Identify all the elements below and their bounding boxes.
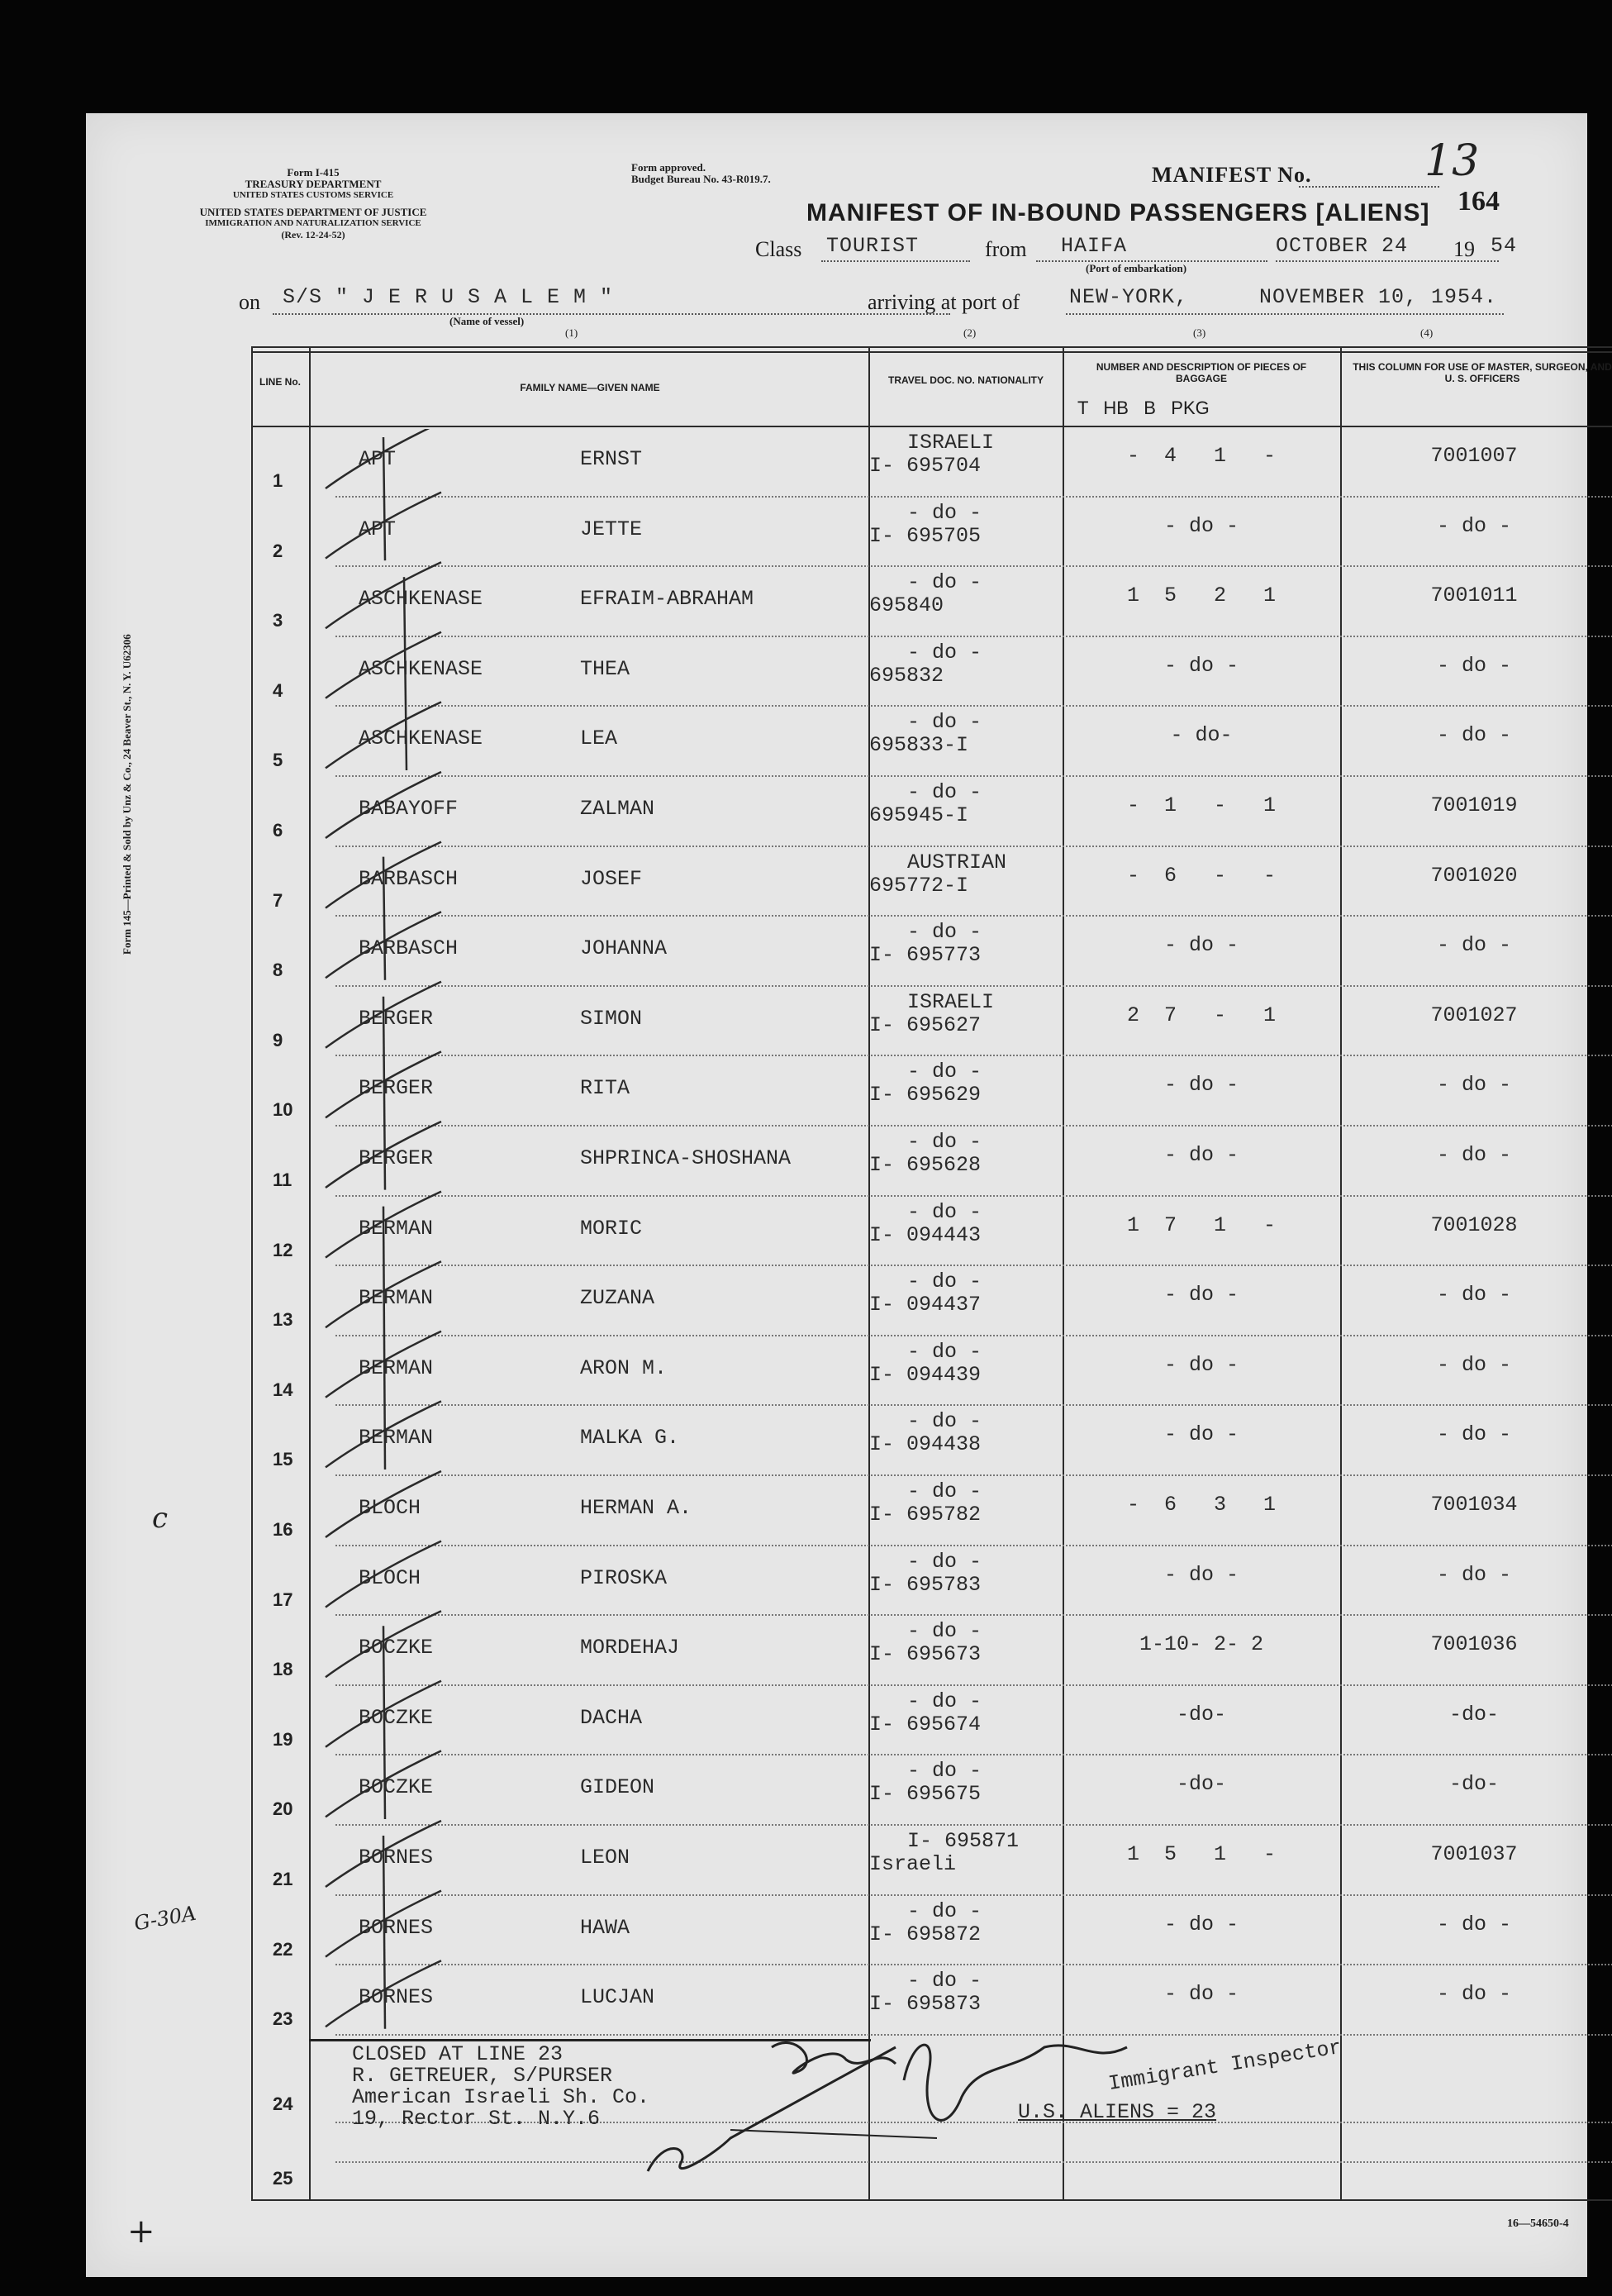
nationality: - do - xyxy=(907,1479,982,1503)
given-name: DACHA xyxy=(580,1705,643,1730)
nationality: ISRAELI xyxy=(907,431,995,455)
check-mark xyxy=(326,632,441,698)
officer-note: 7001011 xyxy=(1430,584,1518,608)
line-number: 24 xyxy=(273,2094,293,2114)
vessel-name: S/S " J E R U S A L E M " xyxy=(283,285,614,309)
check-mark xyxy=(326,1471,441,1537)
company-address: 19, Rector St. N.Y.6 xyxy=(352,2107,601,2131)
customs-service: UNITED STATES CUSTOMS SERVICE xyxy=(232,190,394,200)
col-header-officers: THIS COLUMN FOR USE OF MASTER, SURGEON, AND U. S. OFFICERS xyxy=(1353,361,1612,384)
family-name: BERGER xyxy=(359,1146,434,1170)
nationality: - do - xyxy=(907,1549,982,1574)
closing-line: CLOSED AT LINE 23 xyxy=(352,2042,563,2066)
line-number: 2 xyxy=(273,540,283,561)
baggage-count: - do - xyxy=(1163,1352,1239,1377)
col-header-travel-doc: TRAVEL DOC. NO. NATIONALITY xyxy=(888,374,1044,386)
col-ref-3: (3) xyxy=(1193,326,1206,339)
officer-note: 7001036 xyxy=(1430,1632,1518,1657)
given-name: ARON M. xyxy=(580,1355,668,1380)
officer-note: - do - xyxy=(1436,723,1511,748)
travel-doc-number: I- 695873 xyxy=(869,1992,982,2017)
travel-doc-number: I- 094439 xyxy=(869,1362,982,1387)
family-name: BLOCH xyxy=(359,1565,421,1590)
officer-note: 7001020 xyxy=(1430,863,1518,888)
officer-note: 7001034 xyxy=(1430,1493,1518,1517)
baggage-count: - do- xyxy=(1170,723,1233,748)
family-name: APT xyxy=(359,447,397,471)
manifest-number-handwritten: 13 xyxy=(1424,136,1480,186)
line-number: 3 xyxy=(273,610,283,631)
travel-doc-number: I- 695629 xyxy=(869,1083,982,1108)
travel-doc-number: I- 695782 xyxy=(869,1503,982,1527)
baggage-count: - do - xyxy=(1163,1073,1239,1098)
officer-note: - do - xyxy=(1436,513,1511,538)
line-number: 21 xyxy=(273,1869,293,1889)
line-number: 14 xyxy=(273,1379,293,1400)
check-mark xyxy=(326,1401,441,1467)
nationality: - do - xyxy=(907,640,982,665)
line-number: 6 xyxy=(273,820,283,841)
family-bracket xyxy=(383,997,385,1190)
given-name: LEA xyxy=(580,726,618,751)
family-name: BERMAN xyxy=(359,1216,434,1241)
line-number: 13 xyxy=(273,1309,293,1331)
margin-note: c xyxy=(152,1502,169,1535)
travel-doc-number: I- 094437 xyxy=(869,1293,982,1317)
baggage-count: -do- xyxy=(1176,1702,1226,1727)
officer-note: 7001019 xyxy=(1430,793,1518,817)
purser-name: R. GETREUER, S/PURSER xyxy=(352,2064,613,2088)
family-name: BOCZKE xyxy=(359,1705,434,1730)
family-name: BARBASCH xyxy=(359,936,459,961)
given-name: THEA xyxy=(580,656,630,681)
col-header-line-no: LINE No. xyxy=(259,376,301,388)
travel-doc-number: I- 695628 xyxy=(869,1153,982,1177)
check-mark xyxy=(326,772,441,838)
nationality: - do - xyxy=(907,500,982,525)
travel-doc-number: I- 695704 xyxy=(869,454,982,478)
given-name: JOSEF xyxy=(580,866,643,891)
baggage-count: - 6 - - xyxy=(1126,863,1277,888)
family-name: BABAYOFF xyxy=(359,797,459,821)
family-bracket xyxy=(383,1626,385,1819)
baggage-count: 1 7 1 - xyxy=(1126,1212,1277,1237)
line-number: 10 xyxy=(273,1099,293,1121)
given-name: LEON xyxy=(580,1846,630,1870)
arriving-label: arriving at port of xyxy=(868,290,1020,314)
margin-note: + xyxy=(127,2213,155,2251)
arrival-port: NEW-YORK, xyxy=(1069,285,1189,309)
line-number: 7 xyxy=(273,889,283,911)
inspector-title: Immigrant Inspector xyxy=(1106,2035,1343,2096)
year-prefix: 19 xyxy=(1453,237,1475,261)
nationality: AUSTRIAN xyxy=(907,850,1007,874)
travel-doc-number: I- 695773 xyxy=(869,943,982,968)
line-number: 25 xyxy=(273,2168,293,2189)
officer-note: - do - xyxy=(1436,1912,1511,1936)
travel-doc-number: 695840 xyxy=(869,593,944,618)
given-name: SIMON xyxy=(580,1006,643,1031)
given-name: HERMAN A. xyxy=(580,1496,692,1520)
line-number: 4 xyxy=(273,679,283,701)
printer-imprint: Form 145—Printed & Sold by Unz & Co., 24 Beaver St., N. Y. U62306 xyxy=(121,634,133,955)
officer-note: - do - xyxy=(1436,1422,1511,1447)
given-name: MALKA G. xyxy=(580,1426,680,1450)
officer-note: -do- xyxy=(1448,1772,1499,1797)
form-revision: (Rev. 12-24-52) xyxy=(281,229,345,241)
form-number: Form I-415 xyxy=(287,166,340,179)
baggage-count: - do - xyxy=(1163,1422,1239,1447)
travel-doc-number: 695832 xyxy=(869,663,944,688)
family-name: APT xyxy=(359,517,397,541)
nationality: - do - xyxy=(907,1199,982,1224)
budget-bureau: Budget Bureau No. 43-R019.7. xyxy=(631,173,771,185)
family-name: BERGER xyxy=(359,1076,434,1101)
nationality: - do - xyxy=(907,710,982,735)
baggage-count: - do - xyxy=(1163,1562,1239,1587)
line-number: 16 xyxy=(273,1519,293,1540)
nationality: - do - xyxy=(907,780,982,804)
col-ref-1: (1) xyxy=(565,326,578,339)
family-name: BOCZKE xyxy=(359,1636,434,1660)
given-name: MORIC xyxy=(580,1216,643,1241)
nationality: - do - xyxy=(907,1619,982,1644)
line-number: 12 xyxy=(273,1239,293,1260)
travel-doc-number: I- 695783 xyxy=(869,1572,982,1597)
officer-note: 7001028 xyxy=(1430,1212,1518,1237)
nationality: - do - xyxy=(907,1130,982,1154)
line-number: 9 xyxy=(273,1029,283,1050)
given-name: MORDEHAJ xyxy=(580,1636,680,1660)
nationality: - do - xyxy=(907,920,982,945)
footer-code: 16—54650-4 xyxy=(1507,2217,1569,2230)
line-number: 17 xyxy=(273,1589,293,1610)
baggage-count: - do - xyxy=(1163,933,1239,958)
nationality: - do - xyxy=(907,1060,982,1084)
given-name: LUCJAN xyxy=(580,1985,655,2010)
signature-scribbles xyxy=(549,2014,1177,2179)
officer-note: - do - xyxy=(1436,1562,1511,1587)
class-value: TOURIST xyxy=(826,234,920,258)
given-name: SHPRINCA-SHOSHANA xyxy=(580,1146,792,1170)
departure-date: OCTOBER 24 xyxy=(1276,234,1409,258)
nationality: - do - xyxy=(907,1759,982,1784)
travel-doc-number: I- 695872 xyxy=(869,1922,982,1946)
nationality: I- 695871 xyxy=(907,1829,1020,1853)
family-bracket xyxy=(383,437,385,560)
line-number: 23 xyxy=(273,2008,293,2030)
treasury-dept: TREASURY DEPARTMENT xyxy=(245,178,382,190)
from-label: from xyxy=(985,237,1027,261)
officer-note: - do - xyxy=(1436,933,1511,958)
travel-doc-number: 695772-I xyxy=(869,873,969,898)
line-number: 20 xyxy=(273,1798,293,1820)
family-name: BERMAN xyxy=(359,1426,434,1450)
col-header-name: FAMILY NAME—GIVEN NAME xyxy=(520,382,660,393)
check-mark xyxy=(326,702,441,768)
aliens-total: U.S. ALIENS = 23 xyxy=(1018,2100,1217,2124)
baggage-count: - 4 1 - xyxy=(1126,444,1277,468)
col-ref-4: (4) xyxy=(1420,326,1434,339)
baggage-count: - do - xyxy=(1163,1283,1239,1308)
manifest-sheet xyxy=(86,113,1612,2277)
check-mark xyxy=(326,562,441,628)
travel-doc-number: I- 695705 xyxy=(869,523,982,548)
check-marks xyxy=(309,429,887,2082)
travel-doc-number: I- 695673 xyxy=(869,1642,982,1667)
departure-year: 54 xyxy=(1491,234,1518,258)
travel-doc-number: I- 094438 xyxy=(869,1432,982,1457)
manifest-label: MANIFEST No. xyxy=(1152,163,1312,187)
nationality: - do - xyxy=(907,1898,982,1923)
family-bracket xyxy=(404,577,407,770)
travel-doc-number: 695833-I xyxy=(869,733,969,758)
family-bracket xyxy=(383,857,385,980)
line-number: 11 xyxy=(273,1169,292,1190)
family-name: BORNES xyxy=(359,1985,434,2010)
check-mark xyxy=(326,1751,441,1817)
family-name: BARBASCH xyxy=(359,866,459,891)
officer-note: 7001027 xyxy=(1430,1003,1518,1027)
manifest-number: 164 xyxy=(1457,186,1500,217)
from-value: HAIFA xyxy=(1061,234,1128,258)
given-name: EFRAIM-ABRAHAM xyxy=(580,587,754,612)
given-name: ZALMAN xyxy=(580,797,655,821)
officer-note: - do - xyxy=(1436,1143,1511,1167)
ins-service: IMMIGRATION AND NATURALIZATION SERVICE xyxy=(205,218,421,228)
travel-doc-number: 695945-I xyxy=(869,803,969,827)
col-header-baggage-sub: T HB B PKG xyxy=(1077,398,1210,418)
family-name: ASCHKENASE xyxy=(359,726,483,751)
baggage-count: 1 5 1 - xyxy=(1126,1842,1277,1866)
officer-note: - do - xyxy=(1436,653,1511,678)
line-number: 22 xyxy=(273,1938,293,1960)
given-name: GIDEON xyxy=(580,1775,655,1800)
family-name: BERMAN xyxy=(359,1355,434,1380)
travel-doc-number: I- 695674 xyxy=(869,1712,982,1736)
baggage-count: 1 5 2 1 xyxy=(1126,584,1277,608)
justice-dept: UNITED STATES DEPARTMENT OF JUSTICE xyxy=(199,206,427,218)
given-name: ZUZANA xyxy=(580,1286,655,1311)
officer-note: 7001037 xyxy=(1430,1842,1518,1866)
family-name: BOCZKE xyxy=(359,1775,434,1800)
vessel-caption: (Name of vessel) xyxy=(449,315,525,327)
given-name: RITA xyxy=(580,1076,630,1101)
baggage-count: - 1 - 1 xyxy=(1126,793,1277,817)
on-label: on xyxy=(239,290,260,314)
given-name: ERNST xyxy=(580,447,643,471)
port-caption: (Port of embarkation) xyxy=(1086,262,1187,274)
officer-note: - do - xyxy=(1436,1982,1511,2007)
baggage-count: - do - xyxy=(1163,1982,1239,2007)
given-name: PIROSKA xyxy=(580,1565,668,1590)
baggage-count: -do- xyxy=(1176,1772,1226,1797)
check-mark xyxy=(326,1541,441,1608)
nationality: - do - xyxy=(907,570,982,595)
col-header-baggage: NUMBER AND DESCRIPTION OF PIECES OF BAGGAGE xyxy=(1096,361,1307,384)
check-mark xyxy=(326,1122,441,1188)
check-mark xyxy=(326,1960,441,2027)
family-name: BERGER xyxy=(359,1006,434,1031)
baggage-count: - 6 3 1 xyxy=(1126,1493,1277,1517)
line-number: 18 xyxy=(273,1659,293,1680)
margin-note: G-30A xyxy=(132,1901,198,1936)
arrival-date: NOVEMBER 10, 1954. xyxy=(1259,285,1498,309)
baggage-count: 1-10- 2- 2 xyxy=(1139,1632,1264,1657)
line-number: 5 xyxy=(273,750,283,771)
officer-note: - do - xyxy=(1436,1283,1511,1308)
form-approved: Form approved. xyxy=(631,161,706,174)
line-number: 8 xyxy=(273,960,283,981)
officer-note: - do - xyxy=(1436,1073,1511,1098)
family-name: BLOCH xyxy=(359,1496,421,1520)
baggage-count: - do - xyxy=(1163,1143,1239,1167)
shipping-company: American Israeli Sh. Co. xyxy=(352,2085,650,2109)
travel-doc-number: I- 094443 xyxy=(869,1222,982,1247)
travel-doc-number: I- 695627 xyxy=(869,1012,982,1037)
family-name: ASCHKENASE xyxy=(359,656,483,681)
officer-note: 7001007 xyxy=(1430,444,1518,468)
line-number: 15 xyxy=(273,1449,293,1470)
class-label: Class xyxy=(755,237,802,261)
travel-doc-number: Israeli xyxy=(869,1852,957,1876)
nationality: - do - xyxy=(907,1689,982,1713)
family-name: BORNES xyxy=(359,1915,434,1940)
family-bracket xyxy=(383,1836,385,2029)
nationality: - do - xyxy=(907,1269,982,1294)
family-name: ASCHKENASE xyxy=(359,587,483,612)
nationality: - do - xyxy=(907,1339,982,1364)
nationality: - do - xyxy=(907,1969,982,1994)
baggage-count: - do - xyxy=(1163,1912,1239,1936)
given-name: HAWA xyxy=(580,1915,630,1940)
given-name: JOHANNA xyxy=(580,936,668,961)
baggage-count: - do - xyxy=(1163,653,1239,678)
nationality: - do - xyxy=(907,1409,982,1434)
officer-note: -do- xyxy=(1448,1702,1499,1727)
given-name: JETTE xyxy=(580,517,643,541)
col-ref-2: (2) xyxy=(963,326,977,339)
nationality: ISRAELI xyxy=(907,989,995,1014)
line-number: 1 xyxy=(273,470,283,491)
family-name: BERMAN xyxy=(359,1286,434,1311)
page-title: MANIFEST OF IN-BOUND PASSENGERS [ALIENS] xyxy=(806,199,1430,226)
family-name: BORNES xyxy=(359,1846,434,1870)
travel-doc-number: I- 695675 xyxy=(869,1782,982,1807)
line-number: 19 xyxy=(273,1728,293,1750)
baggage-count: - do - xyxy=(1163,513,1239,538)
officer-note: - do - xyxy=(1436,1352,1511,1377)
baggage-count: 2 7 - 1 xyxy=(1126,1003,1277,1027)
